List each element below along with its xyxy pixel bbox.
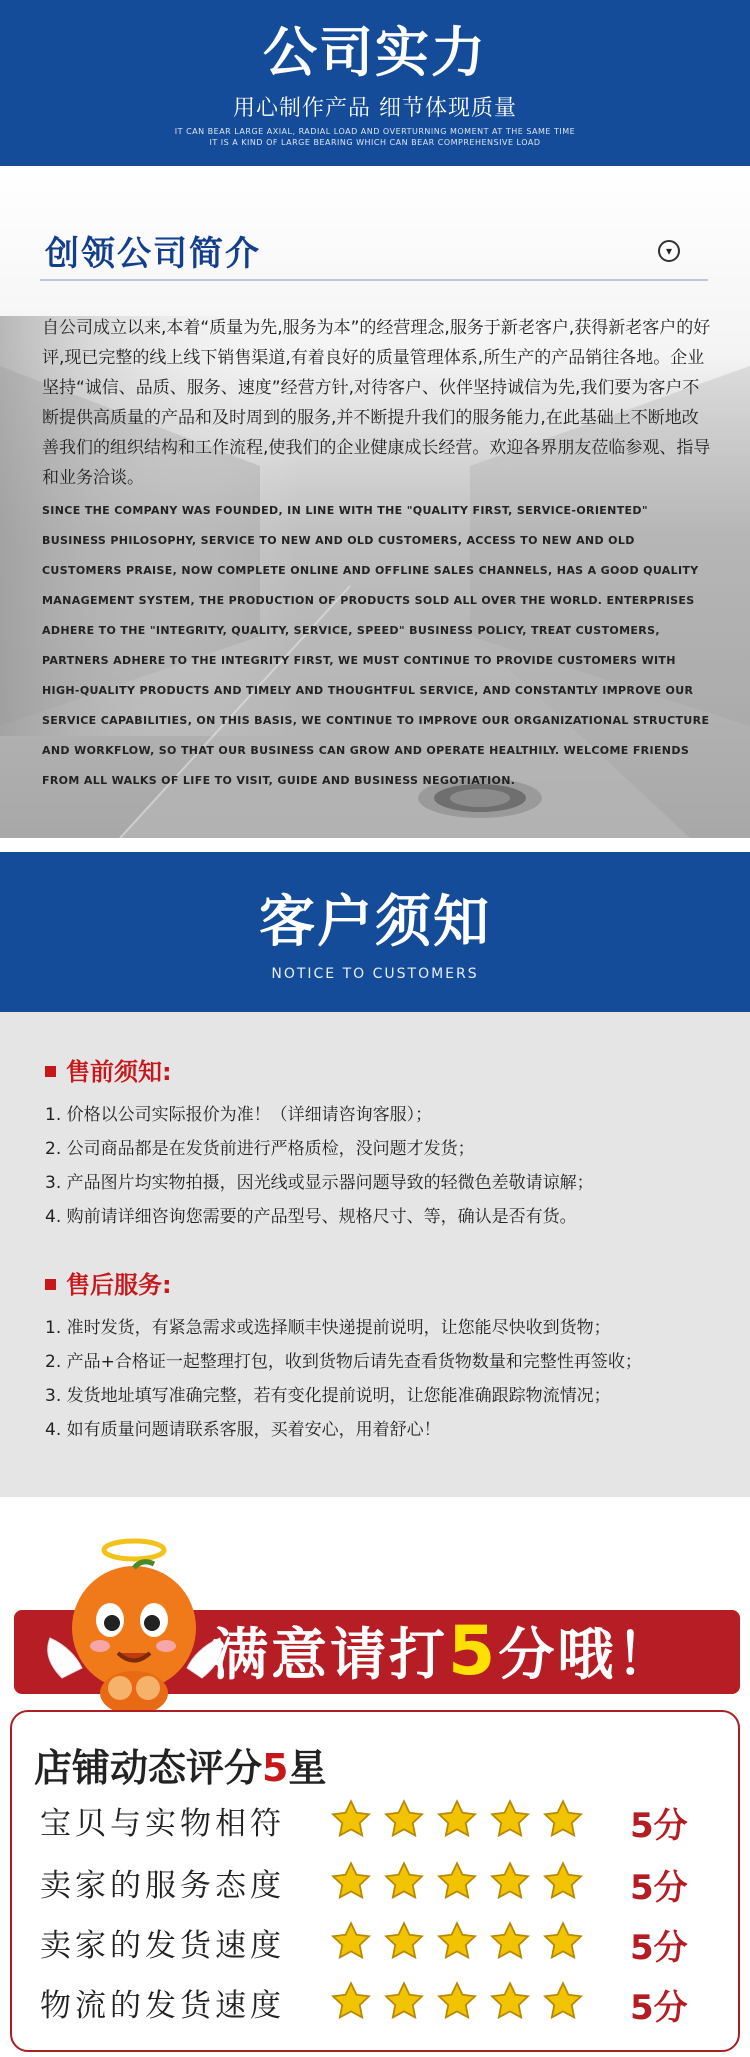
- rating-row: [40, 1980, 720, 2028]
- star-icon: [330, 1980, 372, 2022]
- list-item: 4. 购前请详细咨询您需要的产品型号、规格尺寸、等，确认是否有货。: [45, 1207, 577, 1227]
- star-icon: [330, 1920, 372, 1962]
- strength-en-2: IT IS A KIND OF LARGE BEARING WHICH CAN BEAR COMPREHENSIVE LOAD: [209, 138, 541, 147]
- intro-divider: [40, 279, 708, 281]
- star-icon: [436, 1920, 478, 1962]
- star-icon: [383, 1798, 425, 1840]
- notice-subtitle: NOTICE TO CUSTOMERS: [271, 966, 479, 982]
- strength-header: [0, 0, 750, 166]
- notice-title: 客户须知: [259, 890, 491, 955]
- rating-row: [40, 1860, 720, 1908]
- rating-head-b: 星: [288, 1746, 327, 1790]
- aftersale-title-text: 售后服务:: [66, 1271, 172, 1299]
- presale-list: [45, 1098, 725, 1234]
- star-icon: [436, 1798, 478, 1840]
- star-icon: [542, 1860, 584, 1902]
- star-icon: [542, 1980, 584, 2022]
- bullet-square-icon: [45, 1066, 56, 1077]
- star-icon: [489, 1860, 531, 1902]
- rating-row: [40, 1798, 720, 1846]
- star-icon: [330, 1860, 372, 1902]
- rating-head-a: 店铺动态评分: [34, 1746, 263, 1790]
- star-icon: [383, 1980, 425, 2022]
- presale-title: [45, 1052, 172, 1087]
- presale-title-text: 售前须知:: [66, 1058, 172, 1086]
- rating-stars: [330, 1980, 595, 2028]
- star-icon: [489, 1980, 531, 2022]
- list-item: 3. 产品图片均实物拍摄，因光线或显示器问题导致的轻微色差敬请谅解；: [45, 1173, 594, 1193]
- intro-heading: 创领公司简介: [45, 234, 261, 274]
- bullet-square-icon: [45, 1279, 56, 1290]
- star-icon: [383, 1860, 425, 1902]
- star-icon: [542, 1798, 584, 1840]
- list-item: 4. 如有质量问题请联系客服，买着安心，用着舒心！: [45, 1420, 441, 1440]
- star-icon: [489, 1920, 531, 1962]
- star-icon: [542, 1920, 584, 1962]
- rating-row-label: 卖家的服务态度: [40, 1868, 285, 1904]
- list-item: 3. 发货地址填写准确完整，若有变化提前说明，让您能准确跟踪物流情况；: [45, 1386, 611, 1406]
- chevron-down-circle-icon[interactable]: ▾: [658, 240, 680, 262]
- list-item: 2. 公司商品都是在发货前进行严格质检，没问题才发货；: [45, 1139, 475, 1159]
- list-item: 2. 产品+合格证一起整理打包，收到货物后请先查看货物数量和完整性再签收；: [45, 1352, 642, 1372]
- rating-row-score: 5分: [630, 1806, 688, 1846]
- rating-row-label: 物流的发货速度: [40, 1988, 285, 2024]
- rating-head-five: 5: [262, 1746, 289, 1790]
- star-icon: [436, 1860, 478, 1902]
- aftersale-title: [45, 1265, 172, 1300]
- rating-banner-text: [212, 1610, 675, 1694]
- banner-text-b: 分哦！: [498, 1623, 676, 1688]
- strength-subtitle: 用心制作产品 细节体现质量: [233, 96, 517, 121]
- rating-row-label: 卖家的发货速度: [40, 1928, 285, 1964]
- aftersale-list: [45, 1311, 725, 1447]
- angel-fruit-mascot-icon: [42, 1528, 232, 1728]
- rating-stars: [330, 1920, 595, 1968]
- rating-heading: [34, 1737, 326, 1792]
- star-icon: [489, 1798, 531, 1840]
- rating-row-score: 5分: [630, 1868, 688, 1908]
- banner-text-a: 满意请打: [212, 1623, 448, 1688]
- rating-row-label: 宝贝与实物相符: [40, 1806, 285, 1842]
- notice-header: [0, 852, 750, 1012]
- banner-five: 5: [448, 1612, 499, 1691]
- star-icon: [383, 1920, 425, 1962]
- rating-row: [40, 1920, 720, 1968]
- strength-en-1: IT CAN BEAR LARGE AXIAL, RADIAL LOAD AND OVERTURNING MOMENT AT THE SAME TIME: [174, 127, 576, 136]
- list-item: 1. 准时发货，有紧急需求或选择顺丰快递提前说明，让您能尽快收到货物；: [45, 1318, 611, 1338]
- strength-title: 公司实力: [263, 21, 487, 84]
- rating-stars: [330, 1860, 595, 1908]
- star-icon: [330, 1798, 372, 1840]
- intro-text-cn: 自公司成立以来,本着“质量为先,服务为本”的经营理念,服务于新老客户,获得新老客户的好评,现已完整的线上线下销售渠道,有着良好的质量管理体系,所生产的产品销往各地。企业坚持“诚信、品质、服务、速度”经营方针,对待客户、伙伴坚持诚信为先,我们要为客户不断提供高质量的产品和及时周到的服务,并不断提升我们的服务能力,在此基础上不断地改善我们的组织结构和工作流程,使我们的企业健康成长经营。欢迎各界朋友莅临参观、指导和业务洽谈。: [42, 318, 711, 488]
- intro-text-en: SINCE THE COMPANY WAS FOUNDED, IN LINE WITH THE "QUALITY FIRST, SERVICE-ORIENTED" BUSINESS PHILOSOPHY, SERVICE TO NEW AND OLD CUSTOMERS, ACCESS TO NEW AND OLD CUSTOMERS PRAISE, NOW COMPLETE ONLINE AND OFFLINE SALES CHANNELS, HAS A GOOD QUALITY MANAGEMENT SYSTEM, THE PRODUCTION OF PRODUCTS SOLD ALL OVER THE WORLD. ENTERPRISES ADHERE TO THE "INTEGRITY, QUALITY, SERVICE, SPEED" BUSINESS POLICY, TREAT CUSTOMERS, PARTNERS ADHERE TO THE INTEGRITY FIRST, WE MUST CONTINUE TO PROVIDE CUSTOMERS WITH HIGH-QUALITY PRODUCTS AND TIMELY AND THOUGHTFUL SERVICE, AND CONSTANTLY IMPROVE OUR SERVICE CAPABILITIES, ON THIS BASIS, WE CONTINUE TO IMPROVE OUR ORGANIZATIONAL STRUCTURE AND WORKFLOW, SO THAT OUR BUSINESS CAN GROW AND OPERATE HEALTHILY. WELCOME FRIENDS FROM ALL WALKS OF LIFE TO VISIT, GUIDE AND BUSINESS NEGOTIATION.: [42, 504, 710, 787]
- star-icon: [436, 1980, 478, 2022]
- rating-row-score: 5分: [630, 1928, 688, 1968]
- rating-row-score: 5分: [630, 1988, 688, 2028]
- rating-stars: [330, 1798, 595, 1846]
- list-item: 1. 价格以公司实际报价为准！（详细请咨询客服）；: [45, 1105, 433, 1125]
